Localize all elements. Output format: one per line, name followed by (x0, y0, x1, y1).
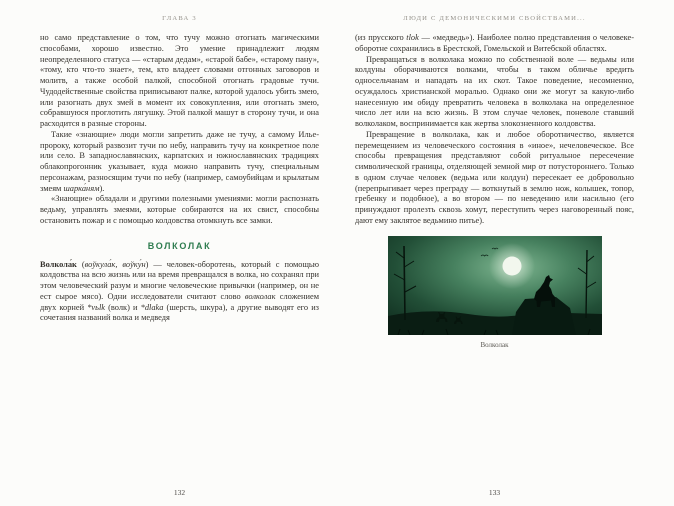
paragraph: Волкола́к (воўкула́к, воўку́н) — человек-оборотень, который с помощью колдовства на всю жизнь или на время превращался в волка, но сохранял при этом человеческий разум и многие человеческие привычки (например, он не ест сырое мясо). Одни исследователи считают слово волколак сложением двух корней *vьlk (волк) и *dlaka (шерсть, шкура), а другие выводят его из сочетания названий волка и медведя (40, 259, 320, 323)
volkolak-illustration (388, 236, 602, 349)
page-number-left: 132 (173, 488, 186, 497)
paragraph: но само представление о том, что тучу можно отогнать магическими способами, хорошо известно. Это умение принадлежит людям неопределенного статуса — «старым дедам», «старой бабе», «старому пану», «тому, кто что-то знает», тем, кто владеет словами отгонных заговоров и молитв, а также особой палкой, способной отогнать градовые тучи. Чудодейственные свойства приписывают палке, которой удалось убить змею, или разогнать двух змей в момент их совокупления, или отогнать змею, собравшуюся проглотить лягушку. Этой палкой машут в сторону тучи, и она расходится в разные стороны. (40, 33, 319, 128)
paragraph: Такие «знающие» люди могли запретить даже не тучу, а самому Илье-пророку, который развозит тучи по небу, направить тучу на конкретное поле или село. В западнославянских, карпатских и южнославянских традициях облакопрогонник указывает, куда можно направить тучу, специальным персонажам, разносящим тучи по небу (например, самоубийцам и крылатым змеям шарка́ням). (40, 129, 319, 193)
page-body-right (355, 33, 634, 349)
paragraph: (из прусского tlok — «медведь»). Наиболее полно представления о человеке-оборотне сохранились в Брестской, Гомельской и Витебской областях. (355, 33, 634, 53)
paragraph: Превращаться в волколака можно по собственной воле — ведьмы или колдуны оборачиваются волками, чтобы в таком обличье вредить односельчанам и нападать на их скот. Такое поведение, несомненно, осуждалось христианской моралью. Однако они же могут за какую-либо нанесенную им обиду превратить человека в волколака на определенное число лет или на всю жизнь. В этом случае человек, поневоле ставший волколаком, воспринимается как жертва злокозненного колдовства. (355, 54, 634, 128)
page-number-right: 133 (488, 488, 501, 497)
paragraph: «Знающие» обладали и другими полезными умениями: могли распознать ведьму, управлять змеями, которые собираются на их свист, способны остановить пожар и с помощью колдовства отомкнуть все замки. (40, 194, 319, 225)
wolf-moon-night-scene-image (388, 236, 602, 335)
running-head-left: ГЛАВА 3 (162, 15, 197, 22)
page-right (337, 0, 674, 506)
illustration-caption: Волколак (480, 340, 509, 349)
section-heading-volkolak: ВОЛКОЛАК (147, 240, 212, 251)
running-head-right: ЛЮДИ С ДЕМОНИЧЕСКИМИ СВОЙСТВАМИ... (403, 15, 586, 22)
page-body-left (40, 33, 319, 324)
paragraph: Превращение в волколака, как и любое оборотничество, является перемещением из человеческого состояния в «иное», нечеловеческое. Все способы превращения представляют собой ритуальное пересечение символической границы, отделяющей земной мир от потустороннего. Только в одном случае человек (ведьма или колдун) пересекает ее добровольно (перепрыгивает через преграду — воткнутый в землю нож, колышек, топор, гребенку и подобное), а во втором — по неведению или насильно (его принуждают пролезть сквозь хомут, переступить через наговоренный пояс, дают ему заклятое ведьмино питье). (355, 129, 634, 225)
